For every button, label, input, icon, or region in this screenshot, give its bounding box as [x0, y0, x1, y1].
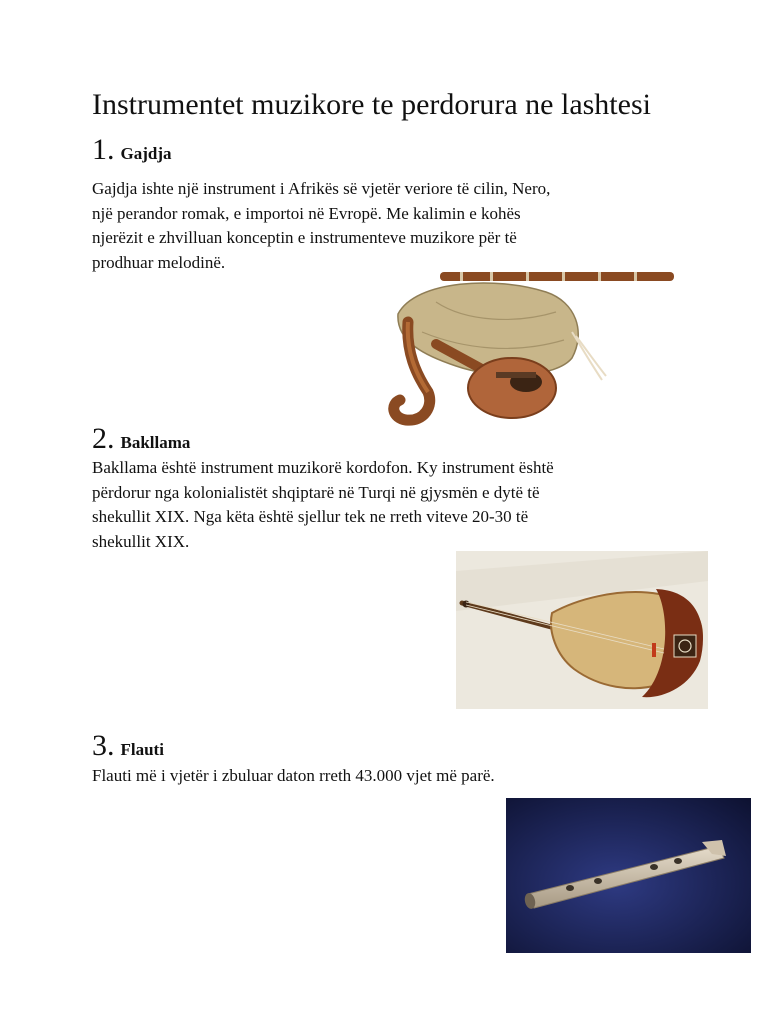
section-text-bakllama — [92, 456, 554, 554]
bone-flute-image — [506, 798, 751, 953]
page-title: Instrumentet muzikore te perdorura ne lashtesi — [92, 88, 651, 121]
text-line: prodhuar melodinë. — [92, 252, 226, 272]
text-line: Gajdja ishte një instrument i Afrikës së vjetër veriore të cilin, Nero, — [92, 179, 551, 198]
section-heading-bakllama — [92, 422, 190, 456]
section-name: Flauti — [120, 740, 164, 759]
text-line: Bakllama është instrument muzikorë kordofon. Ky instrument është — [92, 458, 554, 477]
text-line: Flauti më i vjetër i zbuluar daton rreth 43.000 vjet më parë. — [92, 766, 495, 785]
section-text-flauti — [92, 764, 495, 789]
text-line: shekullit XIX. Nga këta është sjellur tek ne rreth viteve 20-30 të — [92, 507, 529, 526]
baglama-image — [456, 551, 708, 709]
section-text-gajdja — [92, 177, 550, 275]
text-line: njerëzit e zhvilluan konceptin e instrumenteve muzikore për të — [92, 228, 517, 247]
text-line: përdorur nga kolonialistët shqiptarë në Turqi në gjysmën e dytë të — [92, 482, 540, 502]
section-number: 3. — [92, 729, 115, 762]
bagpipe-image — [376, 262, 680, 440]
section-heading-flauti — [92, 729, 164, 763]
section-heading-gajdja — [92, 133, 172, 167]
section-number: 1. — [92, 133, 115, 166]
section-name: Gajdja — [120, 144, 172, 163]
section-number: 2. — [92, 422, 115, 455]
text-line: shekullit XIX. — [92, 531, 190, 551]
text-line: një perandor romak, e importoi në Evropë. Me kalimin e kohës — [92, 203, 521, 223]
section-name: Bakllama — [120, 433, 191, 452]
